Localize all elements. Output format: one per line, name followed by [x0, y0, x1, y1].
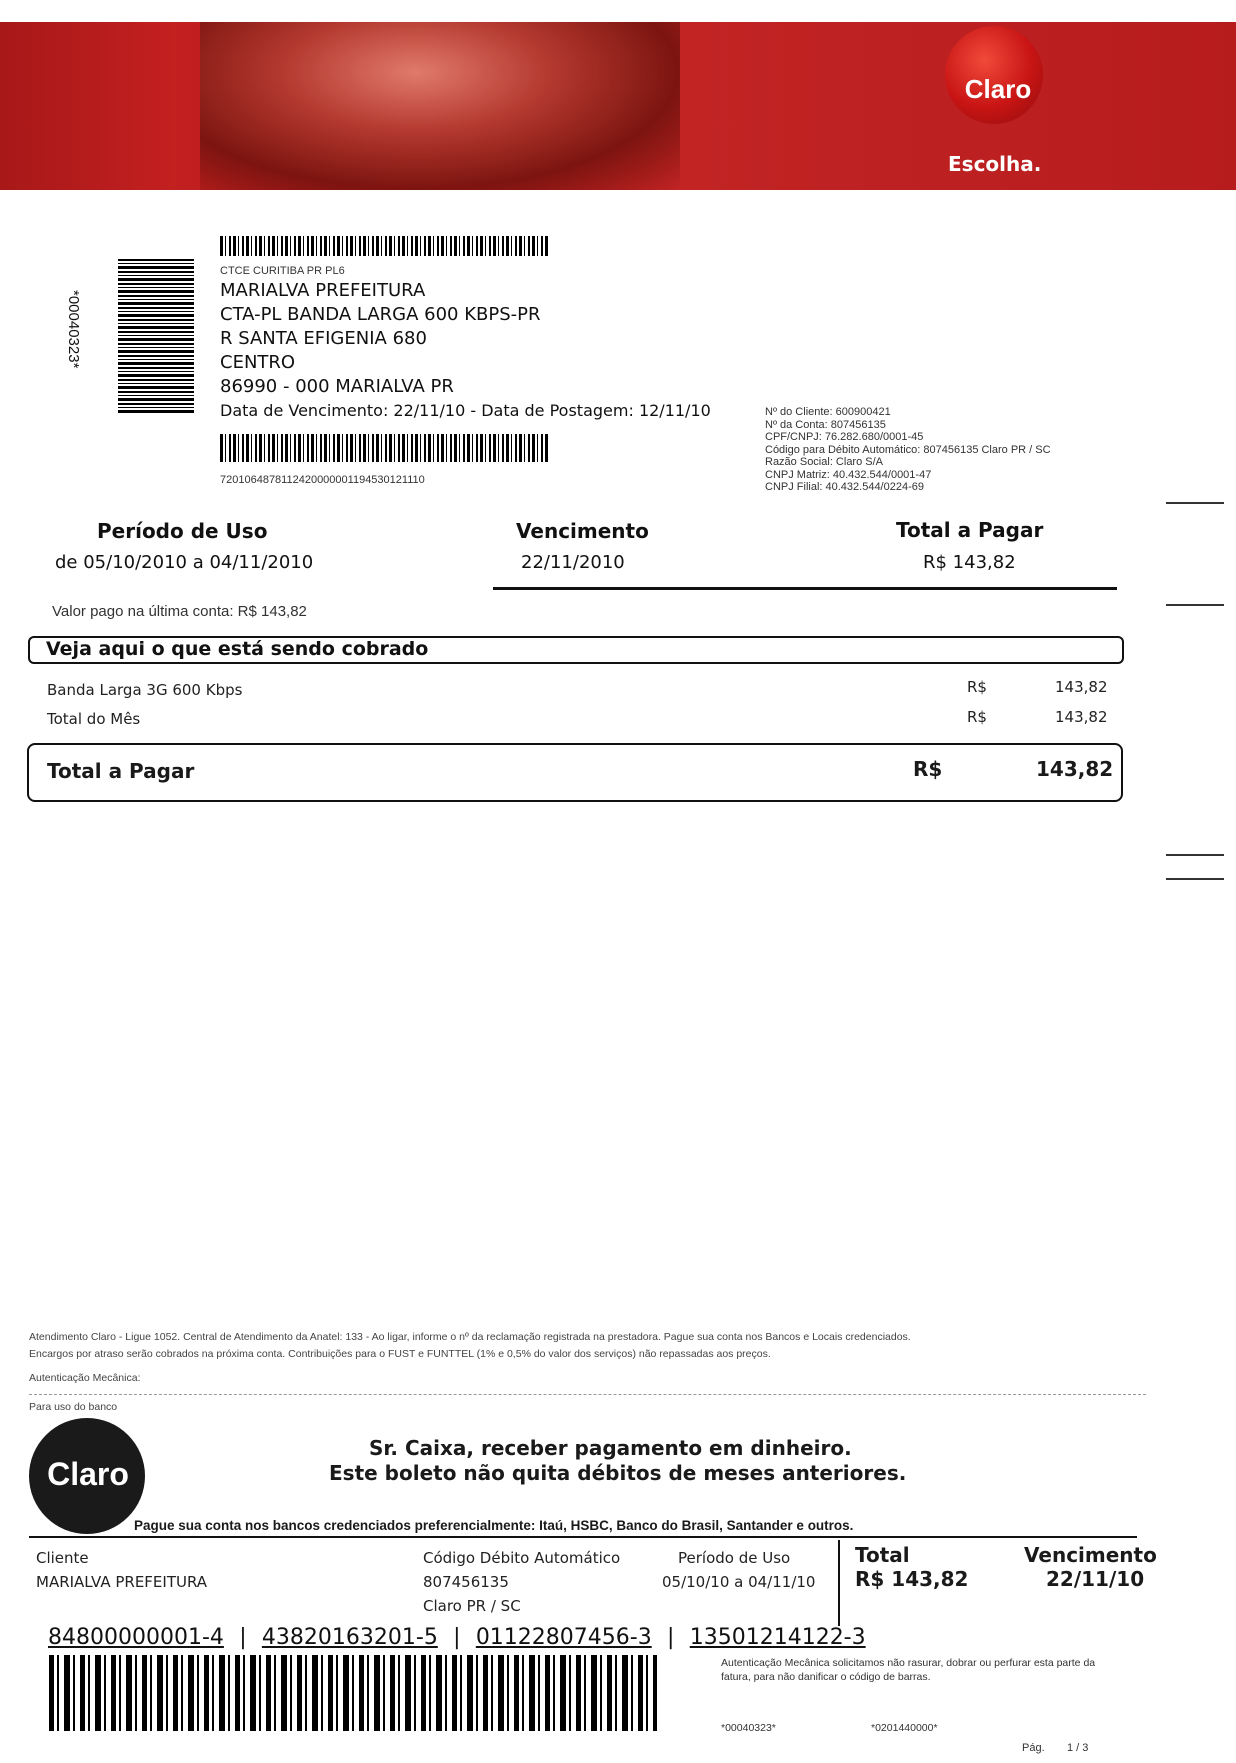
slip-period-label: Período de Uso	[678, 1549, 791, 1567]
period-label: Período de Uso	[97, 519, 268, 543]
mechanical-auth-label: Autenticação Mecânica:	[29, 1372, 141, 1384]
cashier-notice: Sr. Caixa, receber pagamento em dinheiro.	[369, 1436, 852, 1460]
digitable-field: 01122807456-3	[475, 1625, 652, 1650]
address-line: CTA-PL BANDA LARGA 600 KBPS-PR	[220, 304, 541, 325]
side-code: *00040323*	[65, 290, 82, 369]
digitable-separator: |	[453, 1625, 461, 1650]
debit-code: Código para Débito Automático: 807456135 Claro PR / SC	[765, 443, 1051, 456]
header-banner	[0, 22, 1236, 190]
charge-amount: 143,82	[1055, 678, 1108, 696]
debt-notice: Este boleto não quita débitos de meses anteriores.	[329, 1461, 907, 1485]
charge-amount: 143,82	[1055, 708, 1108, 726]
slip-period-value: 05/10/10 a 04/11/10	[662, 1573, 816, 1591]
code-b: *0201440000*	[871, 1722, 938, 1734]
slip-client-value: MARIALVA PREFEITURA	[36, 1573, 208, 1591]
total-value: R$ 143,82	[923, 552, 1016, 573]
due-value: 22/11/2010	[521, 552, 625, 573]
slip-debit-value: 807456135	[423, 1573, 509, 1591]
charge-currency: R$	[967, 708, 987, 726]
total-box-amount: 143,82	[1036, 757, 1114, 781]
due-post-dates: Data de Vencimento: 22/11/10 - Data de Postagem: 12/11/10	[220, 401, 711, 420]
charge-label: Total do Mês	[47, 710, 141, 728]
charge-currency: R$	[967, 678, 987, 696]
brand-name: Claro	[964, 74, 1032, 104]
slip-total-label: Total	[855, 1543, 910, 1567]
digitable-line	[48, 1625, 866, 1650]
total-box-currency: R$	[913, 757, 943, 781]
client-number: Nº do Cliente: 600900421	[765, 406, 891, 418]
routing-code: CTCE CURITIBA PR PL6	[220, 265, 345, 277]
cnpj-branch: CNPJ Filial: 40.432.544/0224-69	[765, 481, 924, 493]
mail-barcode-number: 7201064878112420000001194530121110	[220, 474, 425, 486]
digitable-field: 84800000001-4	[48, 1625, 224, 1650]
payment-barcode	[49, 1655, 657, 1731]
page-number: 1 / 3	[1067, 1742, 1089, 1754]
page-label: Pág.	[1022, 1742, 1045, 1754]
slip-due-value: 22/11/10	[1046, 1567, 1145, 1591]
code-a: *00040323*	[721, 1722, 776, 1734]
auth-note: Autenticação Mecânica solicitamos não rasurar, dobrar ou perfurar esta parte da fatura, para não danificar o código de barras.	[721, 1657, 1096, 1683]
banks-line: Pague sua conta nos bancos credenciados preferencialmente: Itaú, HSBC, Banco do Brasil, Santander e outros.	[134, 1518, 854, 1533]
company-name: Razão Social: Claro S/A	[765, 456, 883, 468]
slip-divider	[838, 1540, 840, 1626]
due-label: Vencimento	[516, 519, 649, 543]
slip-debit-region: Claro PR / SC	[423, 1597, 521, 1615]
digitable-field: 43820163201-5	[261, 1625, 438, 1650]
slip-debit-label: Código Débito Automático	[423, 1549, 621, 1567]
slip-client-label: Cliente	[36, 1549, 89, 1567]
digitable-separator: |	[667, 1625, 675, 1650]
charge-label: Banda Larga 3G 600 Kbps	[47, 681, 243, 699]
mail-barcode	[220, 434, 548, 462]
vertical-barcode	[118, 258, 194, 413]
cpf-cnpj: CPF/CNPJ: 76.282.680/0001-45	[765, 431, 924, 443]
charges-note: Encargos por atraso serão cobrados na próxima conta. Contribuições para o FUST e FUNTTEL (1% e 0,5% do valor dos serviços) não repassadas aos preços.	[29, 1348, 771, 1360]
fold-mark	[1166, 854, 1224, 856]
brand-slogan: Escolha.	[948, 152, 1042, 176]
account-number: Nº da Conta: 807456135	[765, 418, 886, 431]
charges-title: Veja aqui o que está sendo cobrado	[46, 638, 429, 660]
summary-rule	[493, 587, 1117, 590]
fold-mark	[1166, 502, 1224, 504]
digitable-field: 13501214122-3	[689, 1625, 866, 1650]
fold-mark	[1166, 604, 1224, 606]
total-box-label: Total a Pagar	[47, 759, 195, 783]
address-block	[220, 279, 541, 399]
cnpj-matrix: CNPJ Matriz: 40.432.544/0001-47	[765, 468, 932, 481]
address-line: 86990 - 000 MARIALVA PR	[220, 376, 454, 397]
last-paid: Valor pago na última conta: R$ 143,82	[52, 603, 307, 620]
total-label: Total a Pagar	[896, 518, 1044, 542]
fold-mark	[1166, 878, 1224, 880]
slip-rule	[29, 1536, 1137, 1538]
banner-photo	[200, 22, 680, 190]
cut-line	[29, 1394, 1146, 1395]
address-line: MARIALVA PREFEITURA	[220, 280, 426, 301]
slip-brand: Claro	[47, 1456, 129, 1492]
postnet-barcode-top	[220, 236, 548, 256]
address-line: R SANTA EFIGENIA 680	[220, 328, 427, 349]
bank-use-label: Para uso do banco	[29, 1401, 118, 1413]
digitable-separator: |	[239, 1625, 247, 1650]
account-info	[765, 406, 1051, 494]
slip-due-label: Vencimento	[1024, 1543, 1157, 1567]
address-line: CENTRO	[220, 352, 296, 373]
slip-total-value: R$ 143,82	[855, 1567, 969, 1591]
period-value: de 05/10/2010 a 04/11/2010	[55, 552, 314, 573]
service-note: Atendimento Claro - Ligue 1052. Central de Atendimento da Anatel: 133 - Ao ligar, informe o nº da reclamação registrada na prestadora. Pague sua conta nos Bancos e Locais credenciados.	[29, 1331, 911, 1343]
